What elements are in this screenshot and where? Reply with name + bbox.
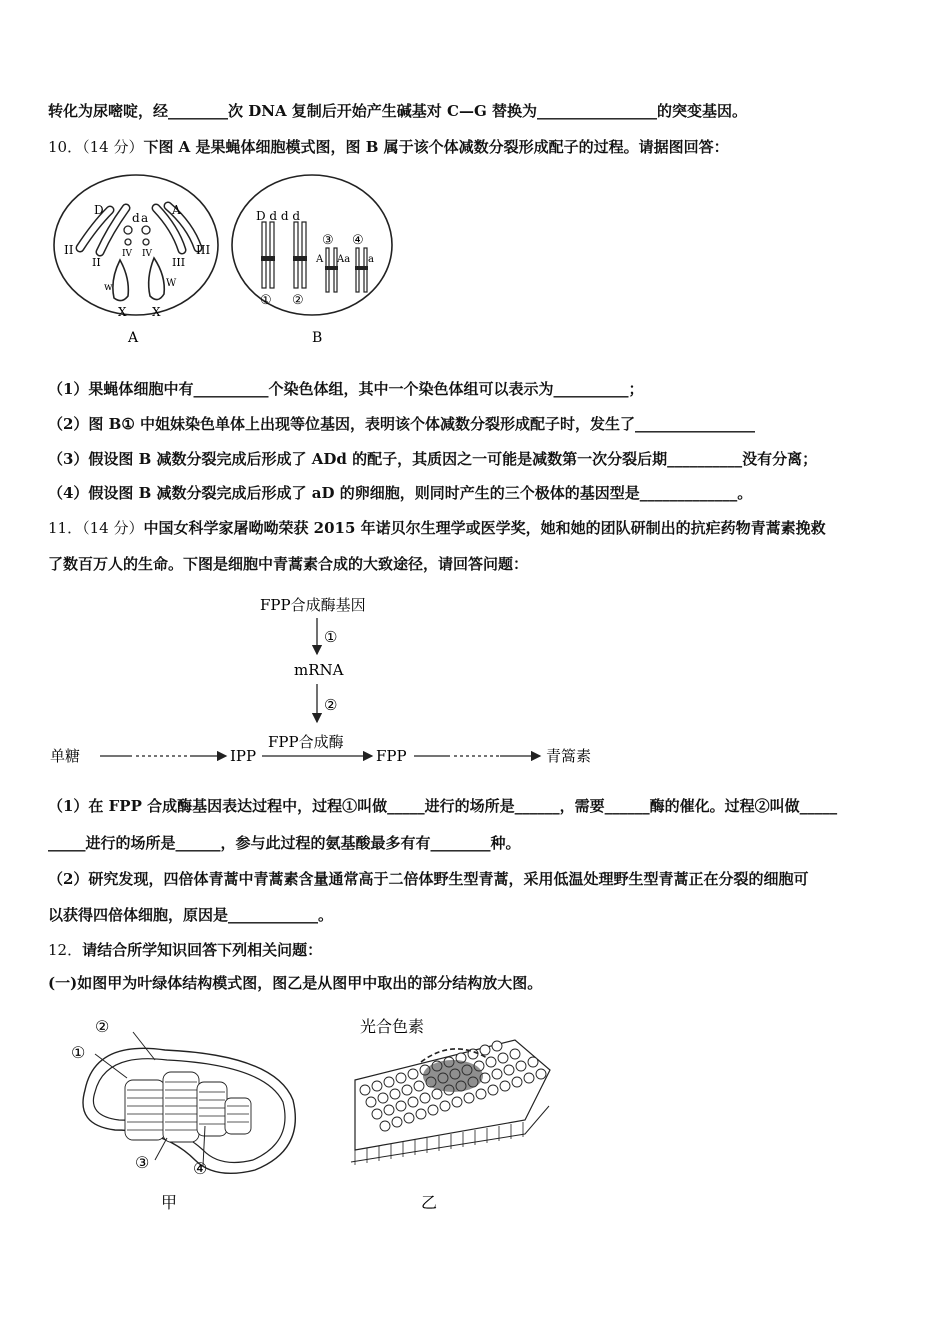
q11-stem-2: 了数百万人的生命。下图是细胞中青蒿素合成的大致途径，请回答问题： bbox=[48, 555, 529, 573]
label-III-inner: III bbox=[172, 256, 186, 269]
q10-stem: 下图 A 是果蝇体细胞模式图，图 B 属于该个体减数分裂形成配子的过程。请据图回答： bbox=[143, 138, 729, 156]
label-a: a bbox=[141, 211, 149, 225]
q11-part2-b: 以获得四倍体细胞，原因是____________。 bbox=[48, 906, 334, 924]
q12-stem: 请结合所学知识回答下列相关问题： bbox=[82, 941, 323, 959]
label-b-Aa: Aa bbox=[337, 254, 351, 265]
label-II-left: II bbox=[64, 243, 74, 257]
pathway-node-3: FPP bbox=[376, 747, 407, 765]
marker-3: ③ bbox=[135, 1153, 150, 1172]
figure-a-label: A bbox=[128, 330, 139, 346]
q10-part3: （3）假设图 B 减数分裂完成后形成了 ADd 的配子，其质因之一可能是减数第一次分裂后期__________没有分离； bbox=[48, 450, 818, 468]
pathway-node-1: 单糖 bbox=[50, 747, 81, 765]
pathway-node-2: IPP bbox=[230, 747, 257, 765]
figure-pathway bbox=[50, 590, 610, 780]
marker-b-4: ④ bbox=[352, 233, 364, 248]
label-II-inner: II bbox=[92, 256, 101, 269]
q10-part1: （1）果蝇体细胞中有__________个染色体组，其中一个染色体组可以表示为__________； bbox=[48, 380, 644, 398]
q11-part1-a: （1）在 FPP 合成酶基因表达过程中，过程①叫做_____进行的场所是______，需要______酶的催化。过程②叫做_____ bbox=[48, 797, 838, 815]
q11-stem-1: 中国女科学家屠呦呦荣获 2015 年诺贝尔生理学或医学奖，她和她的团队研制出的抗疟药物青蒿素挽救 bbox=[143, 519, 826, 537]
label-III-right: III bbox=[196, 243, 211, 257]
marker-b-2: ② bbox=[292, 293, 304, 308]
label-W: W bbox=[166, 278, 177, 289]
q11-header bbox=[48, 518, 910, 538]
pathway-step-2: ② bbox=[324, 696, 338, 714]
q10-part4: （4）假设图 B 减数分裂完成后形成了 aD 的卵细胞，则同时产生的三个极体的基因型是_____________。 bbox=[48, 484, 753, 502]
pathway-mrna: mRNA bbox=[294, 661, 344, 679]
q12-header bbox=[48, 940, 910, 960]
text-line-0: 转化为尿嘧啶，经________次 DNA 复制后开始产生碱基对 C—G 替换为________________的突变基因。 bbox=[48, 102, 747, 120]
label-b-top: D d d d bbox=[256, 209, 301, 223]
label-IV-left: IV bbox=[122, 249, 133, 259]
pigment-label: 光合色素 bbox=[360, 1017, 425, 1036]
label-b-a: a bbox=[368, 254, 374, 265]
label-X-right: X bbox=[152, 305, 161, 319]
q12-sub: (一)如图甲为叶绿体结构模式图，图乙是从图甲中取出的部分结构放大图。 bbox=[48, 974, 543, 992]
label-d: d bbox=[132, 211, 140, 225]
label-A: A bbox=[172, 203, 181, 217]
pathway-gene: FPP合成酶基因 bbox=[260, 596, 366, 614]
q12-number: 12． bbox=[48, 941, 83, 959]
q11-part1-b: _____进行的场所是______，参与此过程的氨基酸最多有有________种。 bbox=[48, 834, 521, 852]
q10-header bbox=[48, 137, 910, 157]
figure-yi-label: 乙 bbox=[421, 1193, 438, 1212]
figure-cell-ab bbox=[50, 170, 410, 350]
marker-4: ④ bbox=[193, 1159, 208, 1178]
pathway-node-4: 青篙素 bbox=[546, 747, 592, 765]
label-D: D bbox=[94, 203, 104, 217]
figure-b-label: B bbox=[312, 330, 323, 346]
marker-b-3: ③ bbox=[322, 233, 334, 248]
marker-b-1: ① bbox=[260, 293, 272, 308]
marker-1: ① bbox=[71, 1043, 86, 1062]
label-IV-right: IV bbox=[142, 249, 153, 259]
label-X-left: X bbox=[118, 305, 127, 319]
q10-number: 10．（14 分） bbox=[48, 138, 144, 156]
label-w: w bbox=[104, 282, 113, 293]
q10-part2: （2）图 B① 中姐妹染色单体上出现等位基因，表明该个体减数分裂形成配子时，发生了________________ bbox=[48, 415, 756, 433]
label-b-A: A bbox=[316, 254, 324, 265]
pathway-step-1: ① bbox=[324, 628, 338, 646]
pathway-enzyme: FPP合成酶 bbox=[268, 733, 344, 751]
figure-chloroplast bbox=[55, 1010, 575, 1225]
marker-2: ② bbox=[95, 1017, 110, 1036]
q11-part2-a: （2）研究发现，四倍体青蒿中青蒿素含量通常高于二倍体野生型青蒿，采用低温处理野生型青蒿正在分裂的细胞可 bbox=[48, 870, 809, 888]
q11-number: 11．（14 分） bbox=[48, 519, 144, 537]
figure-jia-label: 甲 bbox=[161, 1193, 178, 1212]
